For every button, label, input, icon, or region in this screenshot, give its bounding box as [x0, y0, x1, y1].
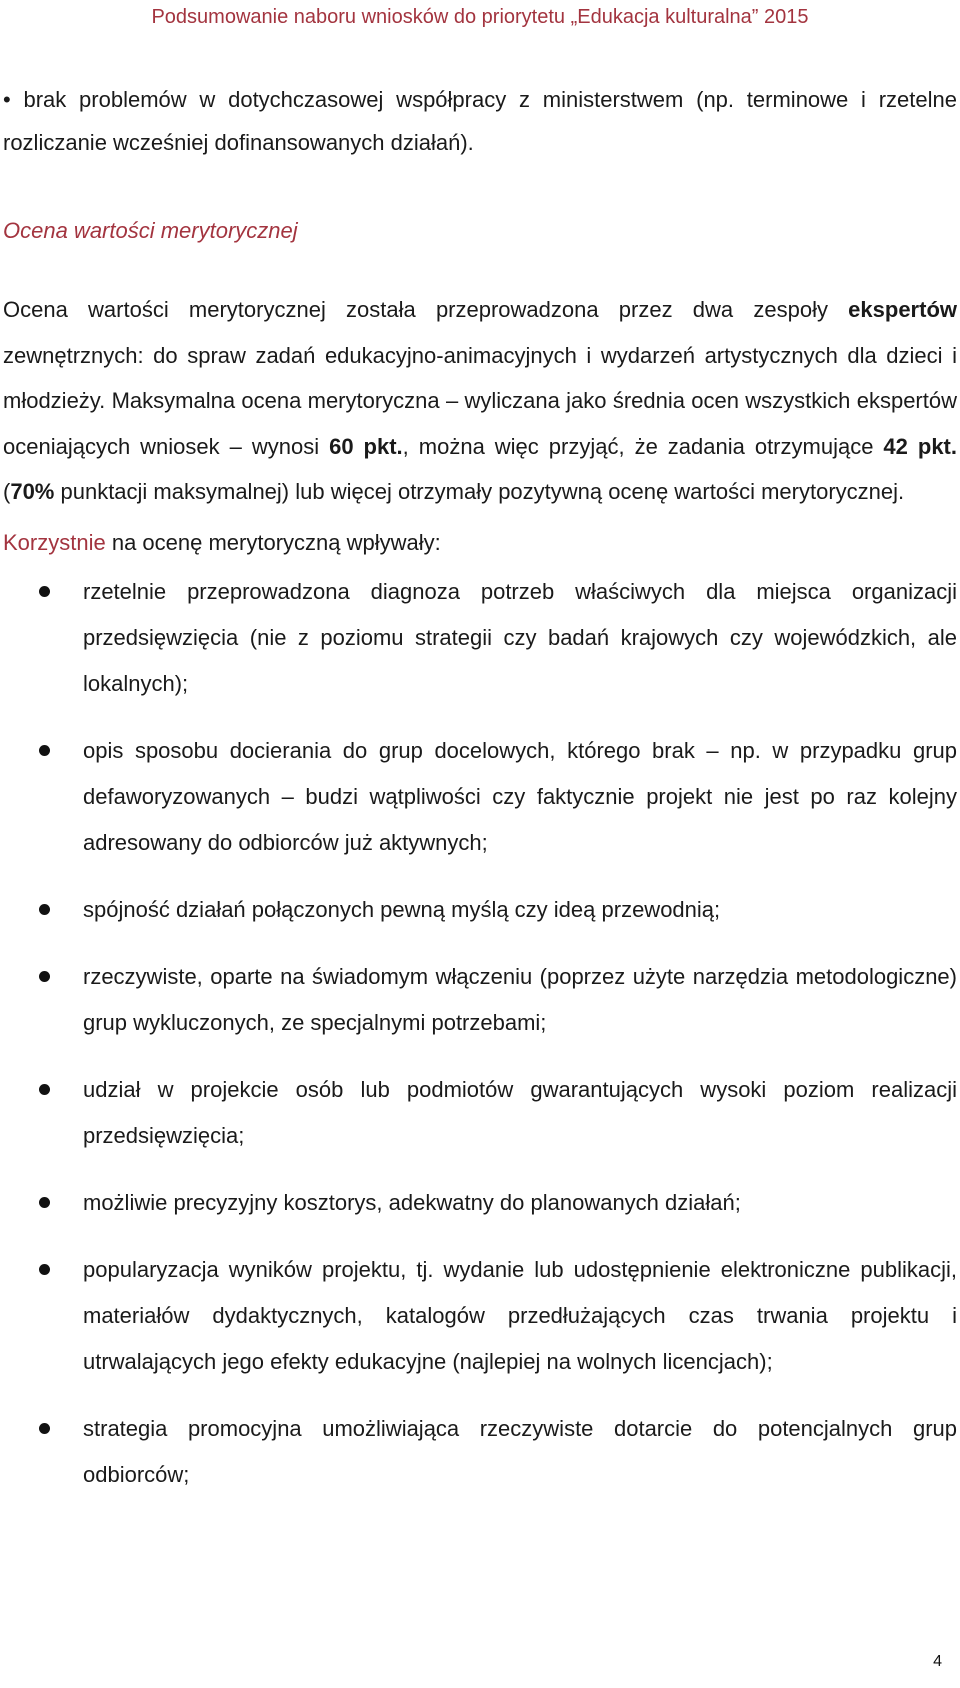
bullet-icon — [39, 586, 50, 597]
criteria-lead-text: na ocenę merytoryczną wpływały: — [105, 529, 441, 555]
paragraph-text: ( — [3, 479, 11, 504]
list-item-text: rzetelnie przeprowadzona diagnoza potrzeb właściwych dla miejsca organizacji przedsięwzięcia (nie z poziomu strategii czy badań krajowych czy wojewódzkich, ale lokalnych); — [83, 578, 957, 696]
intro-bullet-item — [3, 78, 957, 164]
list-item — [3, 569, 957, 707]
bullet-glyph: • — [3, 87, 11, 112]
paragraph-text: Ocena wartości merytorycznej została przeprowadzona przez dwa zespoły — [3, 297, 849, 322]
list-item — [3, 954, 957, 1046]
paragraph-bold-experts: ekspertów — [848, 297, 957, 322]
section-heading: Ocena wartości merytorycznej — [3, 218, 298, 243]
list-item-text: opis sposobu docierania do grup docelowych, którego brak – np. w przypadku grup defaworyzowanych – budzi wątpliwości czy faktycznie projekt nie jest po raz kolejny adresowany do odbiorców już aktywnych; — [83, 737, 957, 855]
bullet-icon — [39, 904, 50, 915]
criteria-list — [3, 569, 957, 1498]
bullet-icon — [39, 745, 50, 756]
paragraph-text: zewnętrznych: do spraw zadań edukacyjno-animacyjnych i wydarzeń artystycznych dla dzieci i młodzieży. Maksymalna ocena merytoryczna – wyliczana jako średnia ocen wszystkich ekspertów oceniających wniosek – wynosi — [3, 342, 957, 459]
bullet-icon — [39, 1264, 50, 1275]
paragraph-bold-percent: 70% — [10, 479, 55, 504]
list-item — [3, 728, 957, 866]
evaluation-paragraph — [3, 287, 957, 515]
list-item — [3, 1406, 957, 1498]
paragraph-text: punktacji maksymalnej) lub więcej otrzymały pozytywną ocenę wartości merytorycznej. — [54, 479, 905, 504]
bullet-icon — [39, 1423, 50, 1434]
list-item — [3, 1067, 957, 1159]
intro-bullet-text: brak problemów w dotychczasowej współpracy z ministerstwem (np. terminowe i rzetelne rozliczanie wcześniej dofinansowanych działań). — [3, 87, 957, 155]
bullet-icon — [39, 1084, 50, 1095]
list-item-text: udział w projekcie osób lub podmiotów gwarantujących wysoki poziom realizacji przedsięwzięcia; — [83, 1076, 957, 1148]
paragraph-text: , można więc przyjąć, że zadania otrzymujące — [402, 433, 884, 459]
list-item-text: spójność działań połączonych pewną myślą czy ideą przewodnią; — [83, 896, 721, 922]
list-item — [3, 1180, 957, 1226]
list-item — [3, 1247, 957, 1385]
criteria-lead — [3, 523, 957, 563]
paragraph-bold-max-score: 60 pkt. — [329, 433, 403, 459]
list-item — [3, 887, 957, 933]
list-item-text: strategia promocyjna umożliwiająca rzeczywiste dotarcie do potencjalnych grup odbiorców; — [83, 1415, 957, 1487]
criteria-lead-accent: Korzystnie — [3, 529, 106, 555]
page-body — [3, 78, 957, 1519]
list-item-text: rzeczywiste, oparte na świadomym włączeniu (poprzez użyte narzędzia metodologiczne) grup wykluczonych, ze specjalnymi potrzebami; — [83, 963, 957, 1035]
bullet-icon — [39, 1197, 50, 1208]
running-header: Podsumowanie naboru wniosków do priorytetu „Edukacja kulturalna” 2015 — [151, 6, 809, 28]
page-number: 4 — [933, 1653, 942, 1670]
bullet-icon — [39, 971, 50, 982]
paragraph-bold-threshold: 42 pkt. — [883, 433, 957, 459]
list-item-text: popularyzacja wyników projektu, tj. wydanie lub udostępnienie elektroniczne publikacji, materiałów dydaktycznych, katalogów przedłużających czas trwania projektu i utrwalających jego efekty edukacyjne (najlepiej na wolnych licencjach); — [83, 1256, 957, 1374]
list-item-text: możliwie precyzyjny kosztorys, adekwatny do planowanych działań; — [83, 1189, 741, 1215]
